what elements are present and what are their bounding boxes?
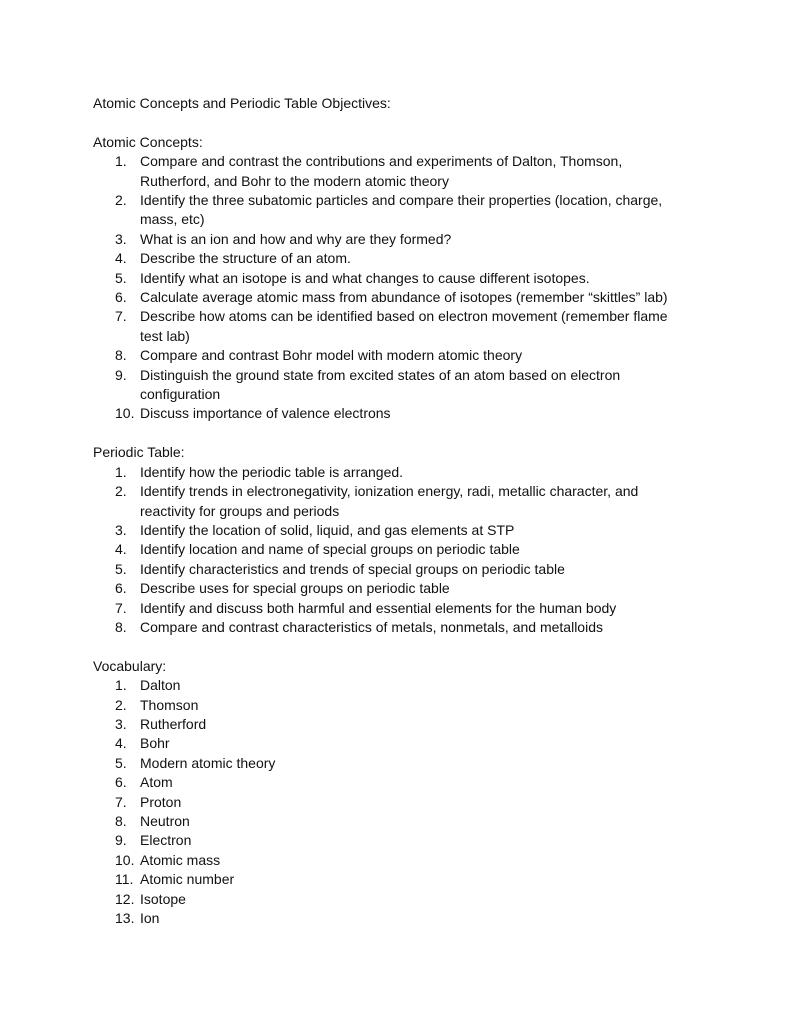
item-text: Describe how atoms can be identified based on electron movement (remember flame: [140, 308, 668, 325]
list-item: [93, 793, 733, 812]
list-item: [93, 812, 733, 831]
document-title: Atomic Concepts and Periodic Table Objectives:: [93, 95, 391, 111]
item-text: Describe the structure of an atom.: [140, 250, 351, 267]
item-text-continued: mass, etc): [140, 211, 205, 228]
item-number: 7.: [115, 793, 127, 810]
item-text: Isotope: [140, 890, 186, 907]
item-number: 1.: [115, 463, 127, 480]
list-item: [93, 249, 733, 268]
item-text: Proton: [140, 793, 182, 810]
list-item: [93, 870, 733, 889]
item-text: Identify the three subatomic particles and compare their properties (location, charge,: [140, 192, 663, 209]
list-item: [93, 230, 733, 249]
item-text-continued: Rutherford, and Bohr to the modern atomic theory: [140, 172, 449, 189]
item-number: 10.: [115, 405, 135, 422]
item-number: 9.: [115, 832, 127, 849]
item-text: Atomic mass: [140, 851, 221, 868]
item-number: 5.: [115, 754, 127, 771]
item-text: Compare and contrast the contributions and experiments of Dalton, Thomson,: [140, 153, 623, 170]
item-number: 4.: [115, 735, 127, 752]
item-number: 2.: [115, 483, 127, 500]
item-text: Electron: [140, 832, 192, 849]
item-number: 4.: [115, 250, 127, 267]
item-text: Rutherford: [140, 715, 207, 732]
item-number: 1.: [115, 677, 127, 694]
list-item: [93, 191, 733, 230]
numbered-list: [93, 676, 733, 928]
list-item: [93, 307, 733, 346]
item-text: Identify characteristics and trends of special groups on periodic table: [140, 560, 565, 577]
item-number: 3.: [115, 715, 127, 732]
item-number: 11.: [115, 871, 134, 888]
item-number: 2.: [115, 192, 127, 209]
item-text-continued: reactivity for groups and periods: [140, 502, 340, 519]
section-periodic-table: [93, 443, 733, 656]
item-number: 3.: [115, 521, 127, 538]
section-heading: Vocabulary:: [93, 657, 167, 674]
item-number: 12.: [115, 890, 135, 907]
item-text: Identify the location of solid, liquid, and gas elements at STP: [140, 521, 515, 538]
item-text: Discuss importance of valence electrons: [140, 405, 391, 422]
list-item: [93, 463, 733, 482]
list-item: [93, 618, 733, 637]
item-text: Neutron: [140, 812, 190, 829]
item-number: 3.: [115, 230, 127, 247]
item-number: 5.: [115, 560, 127, 577]
item-text: Dalton: [140, 677, 181, 694]
document-page: [93, 94, 733, 928]
list-item: [93, 890, 733, 909]
section-atomic-concepts: [93, 133, 733, 443]
list-item: [93, 909, 733, 928]
item-number: 4.: [115, 541, 127, 558]
list-item: [93, 269, 733, 288]
item-number: 10.: [115, 851, 135, 868]
item-text: Atomic number: [140, 871, 235, 888]
item-text: Identify location and name of special groups on periodic table: [140, 541, 520, 558]
item-number: 1.: [115, 153, 127, 170]
list-item: [93, 754, 733, 773]
sections-container: [93, 133, 733, 929]
item-text: Calculate average atomic mass from abundance of isotopes (remember “skittles” lab): [140, 289, 668, 306]
section-heading: Periodic Table:: [93, 444, 185, 461]
item-text: Thomson: [140, 696, 199, 713]
list-item: [93, 579, 733, 598]
item-number: 9.: [115, 366, 127, 383]
item-number: 6.: [115, 580, 127, 597]
item-number: 8.: [115, 618, 127, 635]
list-item: [93, 152, 733, 191]
list-item: [93, 696, 733, 715]
item-text: Ion: [140, 910, 160, 927]
list-item: [93, 773, 733, 792]
item-text: Compare and contrast characteristics of metals, nonmetals, and metalloids: [140, 618, 603, 635]
list-item: [93, 715, 733, 734]
list-item: [93, 734, 733, 753]
item-text: Identify and discuss both harmful and essential elements for the human body: [140, 599, 617, 616]
spacer: [93, 113, 733, 132]
item-text: Identify trends in electronegativity, ionization energy, radi, metallic character, and: [140, 483, 639, 500]
list-item: [93, 482, 733, 521]
list-item: [93, 560, 733, 579]
list-item: [93, 676, 733, 695]
item-text: What is an ion and how and why are they formed?: [140, 230, 452, 247]
section-vocabulary: [93, 657, 733, 929]
list-item: [93, 521, 733, 540]
item-text: Atom: [140, 774, 173, 791]
item-text-continued: configuration: [140, 386, 221, 403]
item-number: 6.: [115, 774, 127, 791]
list-item: [93, 851, 733, 870]
item-text: Identify what an isotope is and what changes to cause different isotopes.: [140, 269, 590, 286]
item-text: Bohr: [140, 735, 170, 752]
numbered-list: [93, 463, 733, 638]
item-number: 7.: [115, 308, 127, 325]
item-number: 8.: [115, 347, 127, 364]
item-number: 13.: [115, 910, 135, 927]
item-text: Compare and contrast Bohr model with modern atomic theory: [140, 347, 523, 364]
item-number: 2.: [115, 696, 127, 713]
item-text: Distinguish the ground state from excited states of an atom based on electron: [140, 366, 621, 383]
item-number: 8.: [115, 812, 127, 829]
item-text: Describe uses for special groups on periodic table: [140, 580, 450, 597]
spacer: [93, 637, 733, 656]
item-text: Modern atomic theory: [140, 754, 276, 771]
spacer: [93, 424, 733, 443]
list-item: [93, 288, 733, 307]
list-item: [93, 366, 733, 405]
item-number: 7.: [115, 599, 127, 616]
item-text-continued: test lab): [140, 327, 190, 344]
item-text: Identify how the periodic table is arranged.: [140, 463, 404, 480]
list-item: [93, 346, 733, 365]
list-item: [93, 404, 733, 423]
list-item: [93, 831, 733, 850]
list-item: [93, 599, 733, 618]
item-number: 5.: [115, 269, 127, 286]
section-heading: Atomic Concepts:: [93, 133, 203, 150]
list-item: [93, 540, 733, 559]
numbered-list: [93, 152, 733, 424]
item-number: 6.: [115, 289, 127, 306]
